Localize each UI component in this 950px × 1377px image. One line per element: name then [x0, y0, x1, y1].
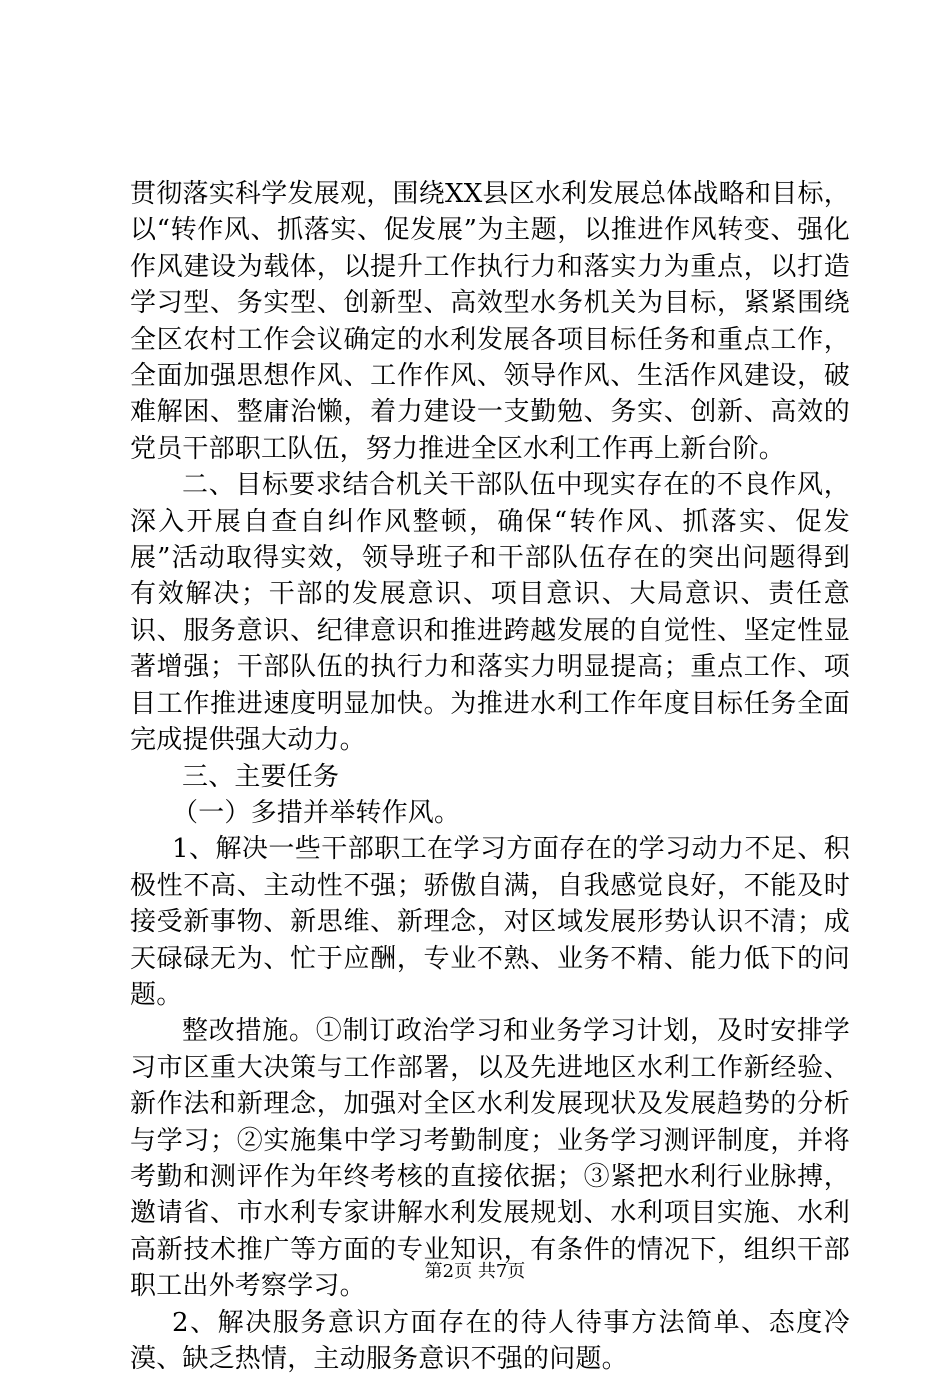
- paragraph-item-2: 2、解决服务意识方面存在的待人待事方法简单、态度冷漠、缺乏热情，主动服务意识不强的问题。: [130, 1307, 850, 1374]
- section-heading-main-tasks: 三、主要任务: [182, 761, 340, 792]
- paragraph-goals: 二、目标要求结合机关干部队伍中现实存在的不良作风，深入开展自查自纠作风整顿，确保“转作风、抓落实、促发展”活动取得实效，领导班子和干部队伍存在的突出问题得到有效解决；干部的发展意识、项目意识、大局意识、责任意识、服务意识、纪律意识和推进跨越发展的自觉性、坚定性显著增强；干部队伍的执行力和落实力明显提高；重点工作、项目工作推进速度明显加快。为推进水利工作年度目标任务全面完成提供强大动力。: [130, 470, 850, 756]
- paragraph-intro: 贯彻落实科学发展观，围绕XX县区水利发展总体战略和目标，以“转作风、抓落实、促发展”为主题，以推进作风转变、强化作风建设为载体，以提升工作执行力和落实力为重点，以打造学习型、务实型、创新型、高效型水务机关为目标，紧紧围绕全区农村工作会议确定的水利发展各项目标任务和重点工作，全面加强思想作风、工作作风、领导作风、生活作风建设，破难解困、整庸治懒，着力建设一支勤勉、务实、创新、高效的党员干部职工队伍，努力推进全区水利工作再上新台阶。: [130, 179, 850, 464]
- subsection-heading-1: （一）多措并举转作风。: [172, 797, 461, 828]
- paragraph-item-1: 1、解决一些干部职工在学习方面存在的学习动力不足、积极性不高、主动性不强；骄傲自满，自我感觉良好，不能及时接受新事物、新思维、新理念，对区域发展形势认识不清；成天碌碌无为、忙于应酬，专业不熟、业务不精、能力低下的问题。: [130, 834, 850, 1010]
- document-body: [130, 176, 850, 1377]
- page-footer: 第2页 共7页: [424, 1261, 526, 1282]
- paragraph-measures: 整改措施。①制订政治学习和业务学习计划，及时安排学习市区重大决策与工作部署，以及先进地区水利工作新经验、新作法和新理念，加强对全区水利发展现状及发展趋势的分析与学习；②实施集中学习考勤制度；业务学习测评制度，并将考勤和测评作为年终考核的直接依据；③紧把水利行业脉搏，邀请省、市水利专家讲解水利发展规划、水利项目实施、水利高新技术推广等方面的专业知识，有条件的情况下，组织干部职工出外考察学习。: [130, 1016, 850, 1302]
